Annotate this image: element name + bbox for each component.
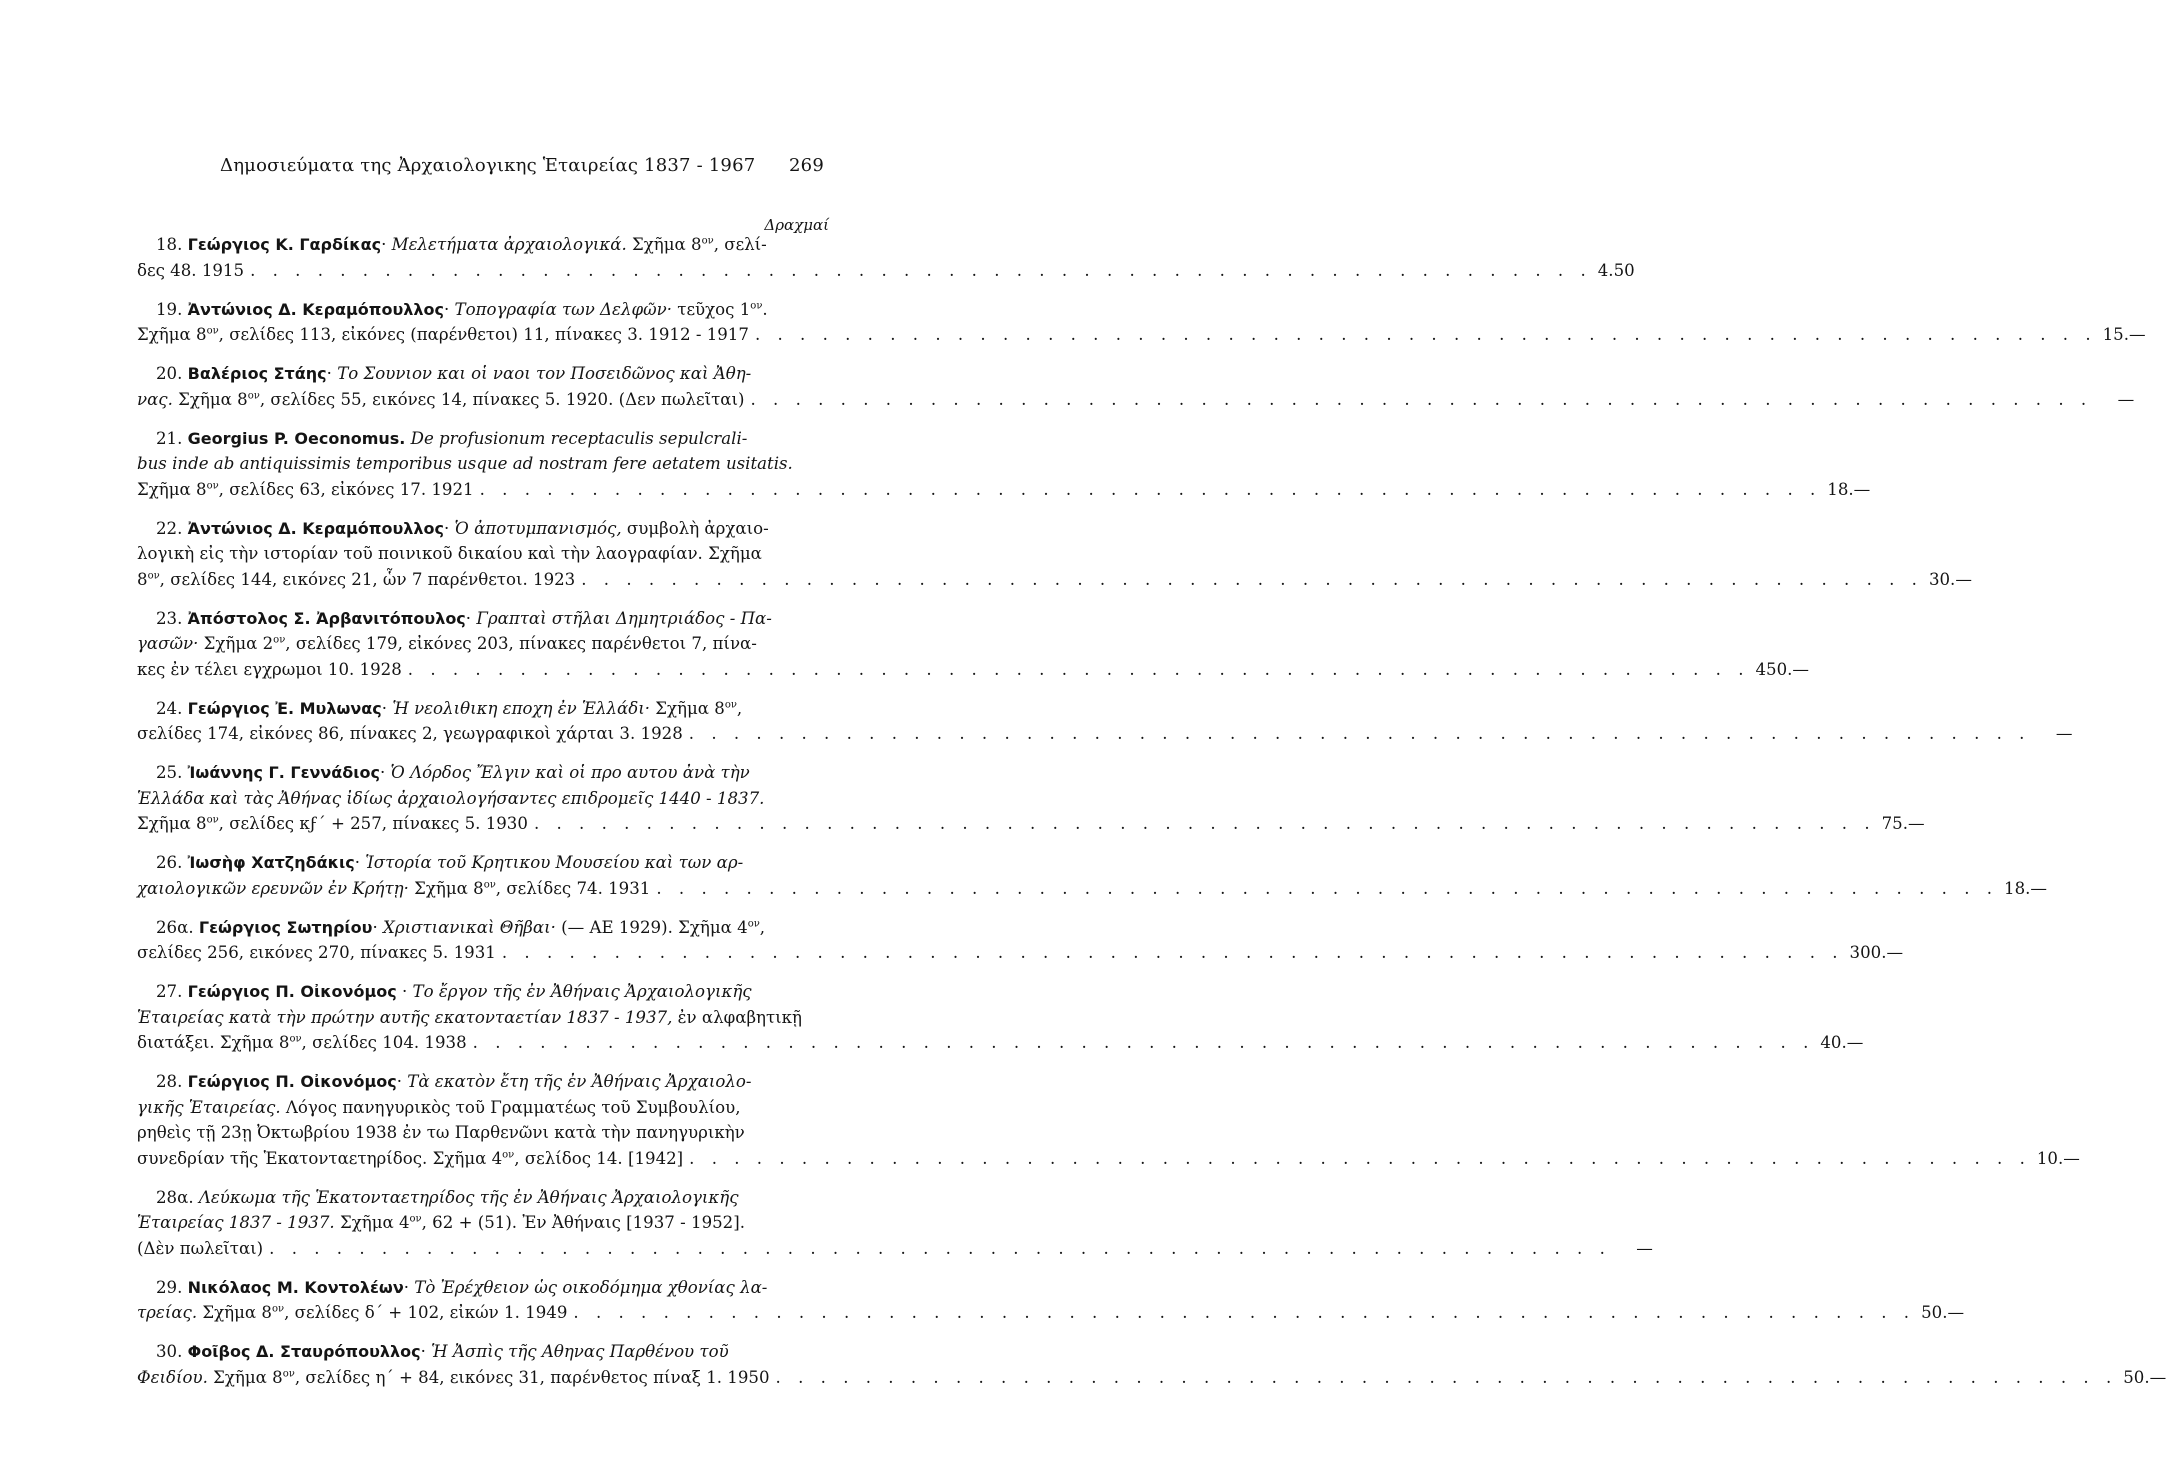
- price-value: 50.—: [1921, 1303, 1965, 1322]
- entry-text: [156, 696, 742, 722]
- work-title: Λεύκωμα τῆς Ἑκατονταετηρίδος τῆς ἐν Ἀθήναις Ἀρχαιολογικῆς: [198, 1187, 739, 1207]
- entry-line: [137, 1005, 823, 1031]
- ordinal-suffix: ον: [289, 1033, 302, 1045]
- catalog-entry: [137, 760, 1925, 837]
- work-title: Ὁ Λόρδος Ἔλγιν καὶ οἱ προ αυτου ἀνὰ τὴν: [390, 763, 750, 782]
- entry-detail: ·: [443, 299, 455, 319]
- dot-leader: . . . . . . . . . . . . . . . . . . . . . . . . . . . . . . . . . . . . . . . . . . . . . . . . . . . . . . . . . . . .: [754, 325, 2097, 344]
- dot-leader: . . . . . . . . . . . . . . . . . . . . . . . . . . . . . . . . . . . . . . . . . . . . . . . . . . . . . . . . . . . .: [750, 389, 2093, 409]
- work-title: Γραπταὶ στῆλαι Δημητριάδος - Πα-: [476, 608, 772, 628]
- entry-detail: 29.: [156, 1277, 188, 1297]
- work-title: Μελετήματα ἀρχαιολογικά.: [391, 235, 627, 254]
- entry-line: [137, 426, 823, 452]
- entry-detail: Σχῆμα 8: [137, 479, 207, 499]
- entry-text: [156, 1069, 751, 1095]
- entry-line: [137, 1275, 823, 1301]
- ordinal-suffix: ον: [724, 698, 737, 710]
- entry-detail: Σχῆμα 8: [197, 1303, 272, 1322]
- entry-detail: ἐν αλφαβητικῇ: [672, 1007, 802, 1027]
- entry-detail: ·: [379, 763, 391, 782]
- entry-text: [137, 387, 744, 413]
- work-title: Τὰ εκατὸν ἔτη τῆς ἐν Ἀθήναις Ἀρχαιολο-: [407, 1072, 752, 1091]
- price-value: 10.—: [2036, 1148, 2080, 1168]
- entry-detail: 26α.: [156, 917, 199, 937]
- dot-leader: . . . . . . . . . . . . . . . . . . . . . . . . . . . . . . . . . . . . . . . . . . . . . . . . . . . . . . . . . . . .: [688, 724, 2031, 743]
- entry-text: [137, 1365, 770, 1391]
- entry-detail: , σελίδες η΄ + 84, εικόνες 31, παρένθετος πίναξ 1. 1950: [294, 1367, 770, 1387]
- entry-detail: Σχῆμα 4: [334, 1213, 410, 1232]
- work-title: νας.: [137, 389, 173, 409]
- entry-detail: Σχῆμα 2: [198, 634, 274, 653]
- entry-line: [137, 1120, 823, 1146]
- entry-detail: 20.: [156, 364, 188, 383]
- entry-detail: Σχῆμα 8: [207, 1367, 283, 1387]
- entry-detail: , σελίδες κϝ΄ + 257, πίνακες 5. 1930: [218, 814, 528, 833]
- author-name: Ἰωσὴφ Χατζηδάκις: [187, 853, 355, 872]
- work-title: γικῆς Ἑταιρείας.: [137, 1097, 281, 1117]
- publication-list: [137, 232, 2166, 1404]
- entry-line: [137, 696, 823, 722]
- entry-line: [137, 387, 2135, 413]
- entry-line: [137, 232, 823, 258]
- entry-detail: τεῦχος 1: [671, 299, 751, 319]
- catalog-entry: [137, 1339, 2166, 1390]
- author-name: Ἀντώνιος Δ. Κεραμόπουλλος: [187, 518, 444, 538]
- catalog-entry: [137, 915, 1904, 966]
- entry-line: [137, 297, 823, 323]
- entry-text: [156, 426, 747, 452]
- price-column-label: Δραχμαί: [764, 216, 829, 234]
- work-title: Τὸ Ἐρέχθειον ὡς οικοδόμημα χθονίας λα-: [414, 1277, 768, 1297]
- entry-detail: , σελί-: [713, 235, 767, 254]
- dot-leader: . . . . . . . . . . . . . . . . . . . . . . . . . . . . . . . . . . . . . . . . . . . . . . . . . . . . . . . . . . . .: [581, 569, 1923, 589]
- entry-text: [137, 567, 575, 593]
- dot-leader: . . . . . . . . . . . . . . . . . . . . . . . . . . . . . . . . . . . . . . . . . . . . . . . . . . . . . . . . . . . .: [656, 878, 1999, 898]
- entry-detail: 8: [137, 569, 148, 589]
- entry-line: [137, 721, 2073, 747]
- entry-line: [137, 541, 823, 567]
- catalog-entry: [137, 606, 1810, 683]
- author-name: Γεώργιος Κ. Γαρδίκας: [187, 235, 382, 254]
- ordinal-suffix: ον: [206, 814, 219, 826]
- entry-detail: Σχῆμα 8: [408, 878, 484, 898]
- ordinal-suffix: ον: [409, 1213, 422, 1225]
- price-value: 75.—: [1881, 814, 1925, 833]
- work-title: Ἡ Ἀσπὶς τῆς Αθηνας Παρθένου τοῦ: [431, 1342, 729, 1361]
- price-value: —: [1636, 1238, 1653, 1258]
- ordinal-suffix: ον: [747, 917, 760, 929]
- entry-text: [156, 850, 743, 876]
- entry-line: [137, 516, 823, 542]
- entry-detail: 26.: [156, 853, 188, 872]
- entry-detail: Σχῆμα 8: [172, 389, 248, 409]
- entry-text: [137, 786, 764, 812]
- work-title: Το Σουνιον και οἱ ναοι τον Ποσειδῶνος καὶ Ἀθη-: [337, 364, 752, 383]
- work-title: Τοπογραφία των Δελφῶν·: [454, 299, 672, 319]
- price-value: 4.50: [1597, 260, 1635, 280]
- entry-text: [137, 876, 650, 902]
- entry-detail: , σελίδος 14. [1942]: [514, 1148, 684, 1168]
- entry-line: [137, 1069, 823, 1095]
- entry-line: [137, 1095, 823, 1121]
- entry-text: [137, 451, 793, 477]
- entry-text: [137, 1005, 802, 1031]
- price-value: 450.—: [1755, 659, 1810, 679]
- entry-text: [137, 1210, 745, 1236]
- page-number: 269: [789, 155, 824, 176]
- entry-line: [137, 657, 1810, 683]
- entry-line: [137, 1030, 1864, 1056]
- ordinal-suffix: ον: [206, 325, 219, 337]
- author-name: Γεώργιος Ἐ. Μυλωνας: [187, 698, 382, 718]
- dot-leader: . . . . . . . . . . . . . . . . . . . . . . . . . . . . . . . . . . . . . . . . . . . . . . . . . . . . . . . . . . . .: [573, 1303, 1916, 1322]
- price-value: 15.—: [2102, 325, 2146, 344]
- work-title: De profusionum receptaculis sepulcrali-: [410, 428, 748, 448]
- price-value: 40.—: [1820, 1033, 1864, 1052]
- catalog-entry: [137, 696, 2073, 747]
- entry-line: [137, 1365, 2166, 1391]
- entry-detail: ·: [326, 364, 338, 383]
- dot-leader: . . . . . . . . . . . . . . . . . . . . . . . . . . . . . . . . . . . . . . . . . . . . . . . . . . . . . . . . . . . .: [533, 814, 1876, 833]
- entry-detail: , σελίδες 179, εἰκόνες 203, πίνακες παρένθετοι 7, πίνα-: [285, 634, 757, 653]
- entry-line: [137, 1300, 1965, 1326]
- dot-leader: . . . . . . . . . . . . . . . . . . . . . . . . . . . . . . . . . . . . . . . . . . . . . . . . . . . . . . . . . . . .: [407, 659, 1750, 679]
- entry-detail: ρηθεὶς τῇ 23ῃ Ὀκτωβρίου 1938 ἐν τω Παρθενῶνι κατὰ τὴν πανηγυρικὴν: [137, 1123, 745, 1142]
- entry-line: [137, 361, 823, 387]
- entry-detail: .: [762, 299, 768, 319]
- work-title: Ἑλλάδα καὶ τὰς Ἀθήνας ἰδίως ἀρχαιολογήσαντες επιδρομεῖς 1440 - 1837.: [137, 788, 765, 808]
- author-name: Βαλέριος Στάης: [187, 364, 327, 383]
- author-name: Georgius P. Oeconomus.: [187, 428, 406, 448]
- entry-detail: ·: [381, 698, 393, 718]
- entry-detail: ,: [759, 917, 766, 937]
- work-title: Ἑταιρείας 1837 - 1937.: [137, 1213, 335, 1232]
- entry-detail: ·: [396, 1072, 408, 1091]
- ordinal-suffix: ον: [271, 1303, 285, 1315]
- header-title: Δημοσιεύματα της Ἀρχαιολογικης Ἑταιρείας 1837 - 1967: [220, 155, 756, 176]
- price-value: 50.—: [2123, 1367, 2166, 1387]
- entry-detail: (— ΑΕ 1929). Σχῆμα 4: [555, 917, 748, 937]
- entry-detail: , σελίδες 113, εἰκόνες (παρένθετοι) 11, πίνακες 3. 1912 - 1917: [218, 325, 749, 344]
- price-value: 300.—: [1849, 943, 1904, 962]
- entry-detail: Λόγος πανηγυρικὸς τοῦ Γραμματέως τοῦ Συμβουλίου,: [280, 1097, 741, 1117]
- entry-text: [137, 258, 244, 284]
- entry-line: [137, 786, 823, 812]
- entry-text: [137, 1120, 745, 1146]
- entry-detail: συνεδρίαν τῆς Ἑκατονταετηρίδος. Σχῆμα 4: [137, 1148, 503, 1168]
- work-title: χαιολογικῶν ερευνῶν ἐν Κρήτῃ·: [137, 878, 409, 898]
- catalog-entry: [137, 361, 2135, 412]
- entry-detail: Σχῆμα 8: [649, 698, 725, 718]
- entry-text: [156, 297, 768, 323]
- work-title: Φειδίου.: [137, 1367, 208, 1387]
- entry-detail: 25.: [156, 763, 188, 782]
- entry-detail: , σελίδες δ΄ + 102, εἰκών 1. 1949: [284, 1303, 568, 1322]
- author-name: Γεώργιος Σωτηρίου: [198, 917, 373, 937]
- entry-detail: , 62 + (51). Ἐν Ἀθήναις [1937 - 1952].: [421, 1213, 745, 1232]
- ordinal-suffix: ον: [247, 389, 260, 401]
- entry-detail: 28.: [156, 1072, 188, 1091]
- entry-line: [137, 258, 1635, 284]
- catalog-entry: [137, 232, 1635, 283]
- entry-detail: σελίδες 174, εἰκόνες 86, πίνακες 2, γεωγραφικοὶ χάρται 3. 1928: [137, 724, 683, 743]
- entry-detail: (Δὲν πωλεῖται): [137, 1238, 264, 1258]
- catalog-entry: [137, 516, 1972, 593]
- entry-text: [137, 811, 528, 837]
- work-title: γασῶν·: [137, 634, 199, 653]
- entry-detail: δες 48. 1915: [137, 260, 245, 280]
- entry-detail: Σχῆμα 8: [137, 814, 207, 833]
- ordinal-suffix: ον: [206, 479, 219, 491]
- entry-detail: 21.: [156, 428, 188, 448]
- price-value: 18.—: [2004, 878, 2048, 898]
- entry-line: [137, 979, 823, 1005]
- entry-line: [137, 940, 1904, 966]
- ordinal-suffix: ον: [273, 634, 286, 646]
- entry-detail: Σχῆμα 8: [626, 235, 702, 254]
- entry-detail: κες ἐν τέλει εγχρωμοι 10. 1928: [137, 659, 402, 679]
- entry-line: [137, 1146, 2080, 1172]
- entry-detail: Σχῆμα 8: [137, 325, 207, 344]
- dot-leader: . . . . . . . . . . . . . . . . . . . . . . . . . . . . . . . . . . . . . . . . . . . . . . . . . . . . . . . . . . . .: [689, 1148, 2031, 1168]
- entry-text: [156, 979, 752, 1005]
- author-name: Νικόλαος Μ. Κοντολέων: [187, 1277, 404, 1297]
- entry-detail: ·: [396, 982, 413, 1001]
- price-value: 30.—: [1928, 569, 1972, 589]
- entry-line: [137, 451, 823, 477]
- dot-leader: . . . . . . . . . . . . . . . . . . . . . . . . . . . . . . . . . . . . . . . . . . . . . . . . . . . . . . . . . . . .: [501, 943, 1844, 962]
- entry-text: [137, 541, 762, 567]
- entry-text: [156, 361, 751, 387]
- dot-leader: . . . . . . . . . . . . . . . . . . . . . . . . . . . . . . . . . . . . . . . . . . . . . . . . . . . . . . . . . . . .: [775, 1367, 2118, 1387]
- work-title: τρείας.: [137, 1303, 198, 1322]
- work-title: Ὁ ἀποτυμπανισμός,: [454, 518, 622, 538]
- entry-line: [137, 915, 823, 941]
- dot-leader: . . . . . . . . . . . . . . . . . . . . . . . . . . . . . . . . . . . . . . . . . . . . . . . . . . . . . . . . . . . .: [250, 260, 1592, 280]
- entry-detail: , σελίδες 63, εἰκόνες 17. 1921: [218, 479, 474, 499]
- entry-line: [137, 850, 823, 876]
- entry-line: [137, 876, 2048, 902]
- work-title: Το ἔργον τῆς ἐν Ἀθήναις Ἀρχαιολογικῆς: [412, 982, 752, 1001]
- entry-line: [137, 1185, 823, 1211]
- entry-text: [156, 1339, 729, 1365]
- entry-text: [137, 1236, 263, 1262]
- entry-detail: λογικὴ εἰς τὴν ιστορίαν τοῦ ποινικοῦ δικαίου καὶ τὴν λαογραφίαν. Σχῆμα: [137, 544, 762, 563]
- entry-text: [137, 477, 474, 503]
- author-name: Ἀπόστολος Σ. Ἀρβανιτόπουλος: [187, 608, 466, 628]
- entry-text: [137, 1300, 567, 1326]
- work-title: Ἑταιρείας κατὰ τὴν πρώτην αυτῆς εκατονταετίαν 1837 - 1937,: [137, 1007, 673, 1027]
- entry-line: [137, 631, 823, 657]
- entry-detail: ·: [420, 1342, 432, 1361]
- work-title: Χριστιανικαὶ Θῆβαι·: [383, 917, 556, 937]
- catalog-entry: [137, 1275, 1965, 1326]
- entry-text: [137, 1095, 741, 1121]
- entry-text: [156, 1185, 739, 1211]
- entry-text: [156, 915, 765, 941]
- entry-text: [156, 516, 769, 542]
- work-title: Ἡ νεολιθικη εποχη ἐν Ἑλλάδι·: [392, 698, 650, 718]
- entry-detail: ·: [354, 853, 366, 872]
- entry-text: [137, 322, 749, 348]
- entry-line: [137, 760, 823, 786]
- entry-line: [137, 606, 823, 632]
- entry-detail: 24.: [156, 698, 188, 718]
- entry-detail: ·: [403, 1277, 415, 1297]
- price-value: —: [2117, 389, 2135, 409]
- catalog-entry: [137, 850, 2048, 901]
- entry-detail: 22.: [156, 518, 188, 538]
- catalog-entry: [137, 1069, 2080, 1171]
- entry-detail: ·: [372, 917, 383, 937]
- entry-text: [137, 940, 496, 966]
- work-title: bus inde ab antiquissimis temporibus usque ad nostram fere aetatem usitatis.: [137, 454, 793, 473]
- entry-detail: ·: [465, 608, 477, 628]
- entry-detail: ,: [736, 698, 743, 718]
- entry-detail: 19.: [156, 299, 188, 319]
- catalog-entry: [137, 979, 1864, 1056]
- catalog-entry: [137, 1185, 1653, 1262]
- dot-leader: . . . . . . . . . . . . . . . . . . . . . . . . . . . . . . . . . . . . . . . . . . . . . . . . . . . . . . . . . . . .: [269, 1238, 1611, 1258]
- entry-detail: , σελίδες 74. 1931: [495, 878, 651, 898]
- entry-detail: ·: [443, 518, 455, 538]
- author-name: Ἰωάννης Γ. Γεννάδιος: [187, 763, 380, 782]
- entry-text: [137, 721, 683, 747]
- entry-detail: 28α.: [156, 1187, 199, 1207]
- entry-line: [137, 1236, 1653, 1262]
- entry-text: [137, 657, 402, 683]
- ordinal-suffix: ον: [502, 1148, 515, 1160]
- entry-detail: 18.: [156, 235, 188, 254]
- author-name: Φοῖβος Δ. Σταυρόπουλλος: [187, 1342, 421, 1361]
- dot-leader: . . . . . . . . . . . . . . . . . . . . . . . . . . . . . . . . . . . . . . . . . . . . . . . . . . . . . . . . . . . .: [472, 1033, 1815, 1052]
- catalog-entry: [137, 297, 2146, 348]
- ordinal-suffix: ον: [282, 1367, 295, 1379]
- catalog-entry: [137, 426, 1871, 503]
- entry-text: [137, 631, 757, 657]
- ordinal-suffix: ον: [147, 569, 160, 581]
- entry-line: [137, 567, 1972, 593]
- ordinal-suffix: ον: [750, 299, 763, 311]
- entry-line: [137, 1339, 823, 1365]
- entry-text: [156, 1275, 767, 1301]
- work-title: Ἱστορία τοῦ Κρητικου Μουσείου καὶ των αρ-: [365, 853, 744, 872]
- entry-text: [137, 1030, 467, 1056]
- entry-line: [137, 477, 1871, 503]
- entry-detail: συμβολὴ ἀρχαιο-: [621, 518, 769, 538]
- price-value: 18.—: [1827, 479, 1871, 499]
- entry-text: [156, 760, 750, 786]
- entry-text: [137, 1146, 683, 1172]
- entry-line: [137, 1210, 823, 1236]
- entry-text: [156, 606, 772, 632]
- entry-detail: 23.: [156, 608, 188, 628]
- entry-detail: , σελίδες 144, εικόνες 21, ὧν 7 παρένθετοι. 1923: [159, 569, 576, 589]
- running-header: [220, 155, 823, 176]
- entry-detail: , σελίδες 55, εικόνες 14, πίνακες 5. 1920. (Δεν πωλεῖται): [259, 389, 745, 409]
- entry-line: [137, 811, 1925, 837]
- author-name: Ἀντώνιος Δ. Κεραμόπουλλος: [187, 299, 444, 319]
- entry-detail: διατάξει. Σχῆμα 8: [137, 1033, 290, 1052]
- entry-line: [137, 322, 2146, 348]
- entry-detail: 27.: [156, 982, 188, 1001]
- entry-detail: ·: [381, 235, 392, 254]
- entry-detail: σελίδες 256, εικόνες 270, πίνακες 5. 1931: [137, 943, 496, 962]
- entry-detail: 30.: [156, 1342, 188, 1361]
- author-name: Γεώργιος Π. Οἰκονόμος: [187, 982, 397, 1001]
- ordinal-suffix: ον: [483, 878, 496, 890]
- ordinal-suffix: ον: [701, 235, 714, 247]
- dot-leader: . . . . . . . . . . . . . . . . . . . . . . . . . . . . . . . . . . . . . . . . . . . . . . . . . . . . . . . . . . . .: [479, 479, 1822, 499]
- entry-text: [156, 232, 767, 258]
- entry-detail: , σελίδες 104. 1938: [301, 1033, 467, 1052]
- author-name: Γεώργιος Π. Οἰκονόμος: [187, 1072, 397, 1091]
- price-value: —: [2055, 724, 2073, 743]
